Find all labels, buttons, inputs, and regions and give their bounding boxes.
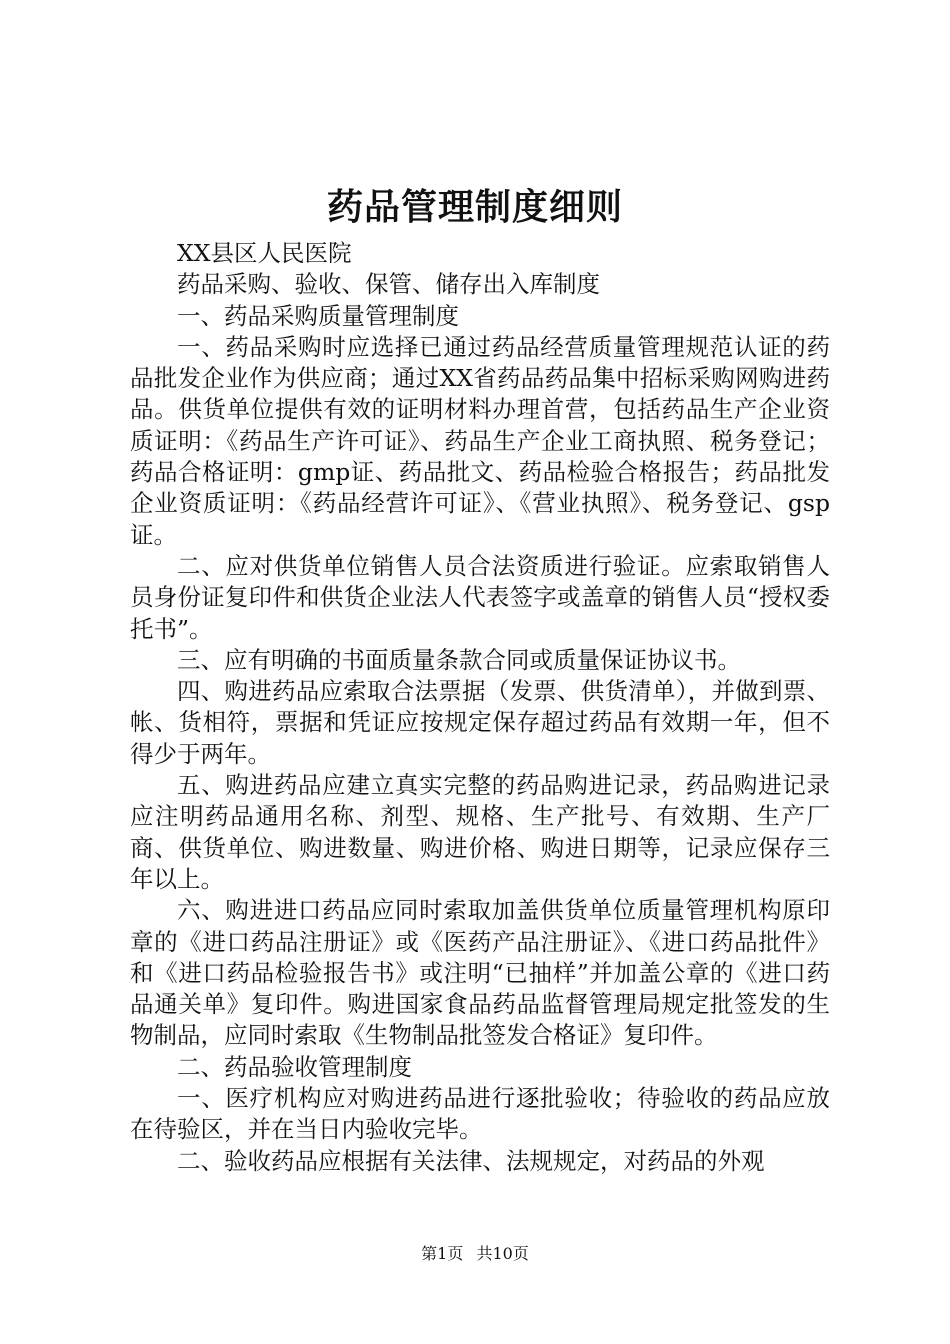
page-number: 第1页 [421, 1244, 464, 1263]
paragraph: 二、应对供货单位销售人员合法资质进行验证。应索取销售人员身份证复印件和供货企业法人代表签字或盖章的销售人员“授权委托书”。 [130, 551, 830, 643]
paragraph: 一、药品采购时应选择已通过药品经营质量管理规范认证的药品批发企业作为供应商；通过XX省药品药品集中招标采购网购进药品。供货单位提供有效的证明材料办理首营，包括药品生产企业资质证明：《药品生产许可证》、药品生产企业工商执照、税务登记；药品合格证明：gmp证、药品批文、药品检验合格报告；药品批发企业资质证明：《药品经营许可证》、《营业执照》、税务登记、gsp证。 [130, 332, 830, 549]
subsection-heading: 二、药品验收管理制度 [177, 1052, 412, 1081]
hospital-name: XX县区人民医院 [177, 239, 352, 267]
paragraph: 一、医疗机构应对购进药品进行逐批验收；待验收的药品应放在待验区，并在当日内验收完毕。 [130, 1084, 830, 1144]
subsection-heading: 一、药品采购质量管理制度 [177, 301, 459, 330]
document-title: 药品管理制度细则 [326, 186, 623, 228]
document-body [130, 238, 830, 1177]
paragraph: 三、应有明确的书面质量条款合同或质量保证协议书。 [177, 645, 741, 674]
page-total: 共10页 [476, 1244, 529, 1263]
paragraph: 四、购进药品应索取合法票据（发票、供货清单），并做到票、帐、货相符，票据和凭证应按规定保存超过药品有效期一年，但不得少于两年。 [130, 677, 830, 768]
page-footer [0, 1243, 950, 1265]
paragraph: 二、验收药品应根据有关法律、法规规定，对药品的外观 [177, 1146, 765, 1175]
section-title: 药品采购、验收、保管、储存出入库制度 [177, 270, 600, 299]
paragraph: 五、购进药品应建立真实完整的药品购进记录，药品购进记录应注明药品通用名称、剂型、规格、生产批号、有效期、生产厂商、供货单位、购进数量、购进价格、购进日期等，记录应保存三年以上。 [130, 771, 830, 893]
paragraph: 六、购进进口药品应同时索取加盖供货单位质量管理机构原印章的《进口药品注册证》或《医药产品注册证》、《进口药品批件》和《进口药品检验报告书》或注明“已抽样”并加盖公章的《进口药品通关单》复印件。购进国家食品药品监督管理局规定批签发的生物制品，应同时索取《生物制品批签发合格证》复印件。 [130, 896, 830, 1050]
